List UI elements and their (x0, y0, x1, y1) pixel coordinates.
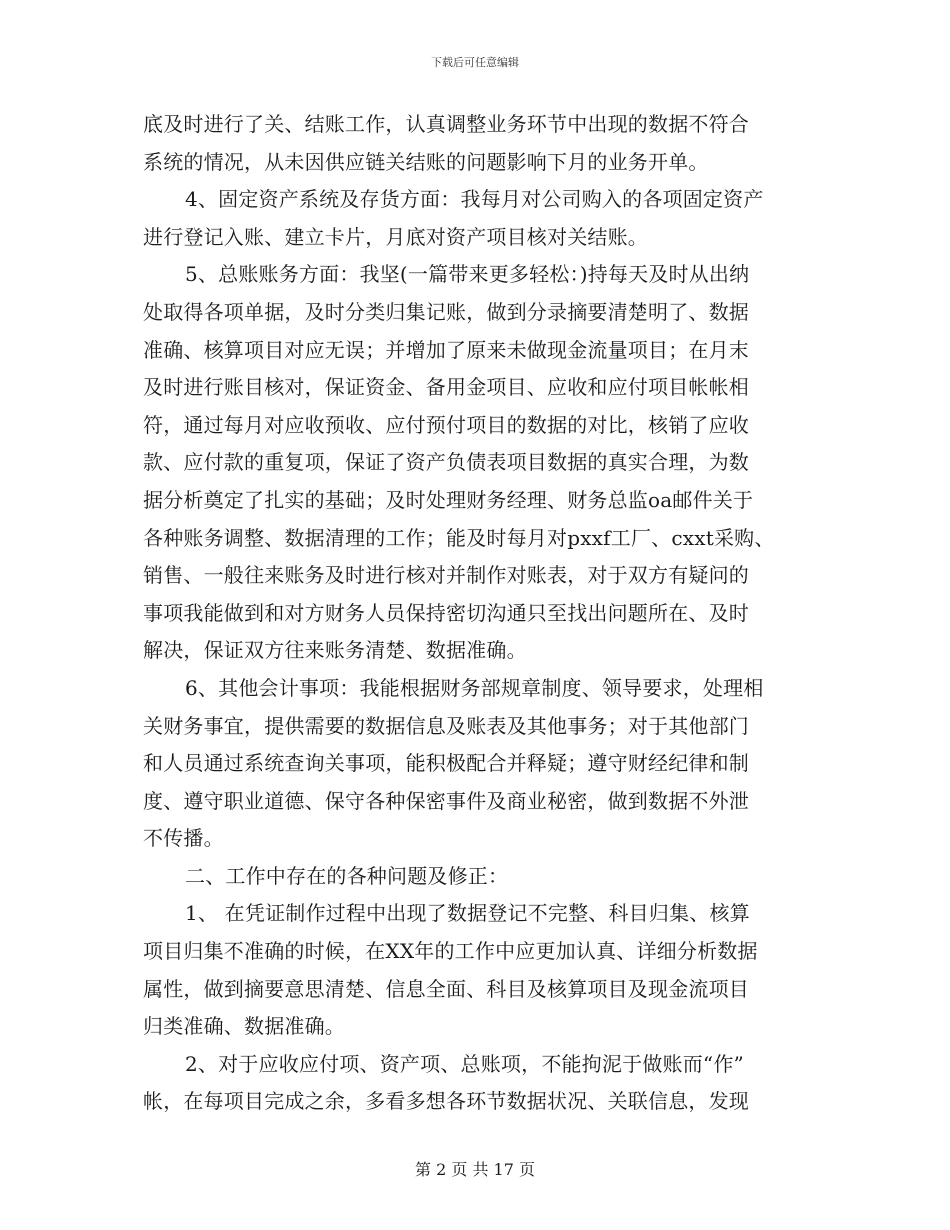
text-line: 处取得各项单据，及时分类归集记账，做到分录摘要清楚明了、数据 (143, 299, 749, 324)
text-line: 及时进行账目核对，保证资金、备用金项目、应收和应付项目帐帐相 (143, 375, 749, 400)
text-line: 系统的情况，从未因供应链关结账的问题影响下月的业务开单。 (143, 149, 709, 174)
text-line: 事项我能做到和对方财务人员保持密切沟通只至找出问题所在、及时 (143, 600, 749, 625)
text-line: 和人员通过系统查询关事项，能积极配合并释疑；遵守财经纪律和制 (143, 751, 749, 776)
text-line: 不传播。 (143, 826, 224, 851)
text-line: 符，通过每月对应收预收、应付预付项目的数据的对比，核销了应收 (143, 412, 749, 437)
text-line: 二、工作中存在的各种问题及修正： (185, 863, 509, 888)
text-line: 归类准确、数据准确。 (143, 1014, 345, 1039)
text-line: 4、固定资产系统及存货方面：我每月对公司购入的各项固定资产 (185, 187, 764, 212)
text-line: 底及时进行了关、结账工作，认真调整业务环节中出现的数据不符合 (143, 112, 749, 136)
text-line: 属性，做到摘要意思清楚、信息全面、科目及核算项目及现金流项目 (143, 976, 749, 1001)
document-body (143, 106, 833, 1121)
text-line: 进行登记入账、建立卡片，月底对资产项目核对关结账。 (143, 224, 648, 249)
text-line: 各种账务调整、数据清理的工作；能及时每月对pxxf工厂、cxxt采购、 (143, 525, 775, 550)
text-line: 度、遵守职业道德、保守各种保密事件及商业秘密，做到数据不外泄 (143, 788, 749, 813)
text-line: 6、其他会计事项：我能根据财务部规章制度、领导要求，处理相 (185, 675, 764, 700)
page-footer: 第 2 页 共 17 页 (415, 1160, 535, 1179)
text-line: 销售、一般往来账务及时进行核对并制作对账表，对于双方有疑问的 (143, 563, 749, 588)
text-line: 帐，在每项目完成之余，多看多想各环节数据状况、关联信息，发现 (143, 1089, 749, 1114)
text-line: 2、对于应收应付项、资产项、总账项，不能拘泥于做账而“作” (185, 1051, 744, 1076)
text-line: 解决，保证双方往来账务清楚、数据准确。 (143, 638, 527, 663)
page-header: 下载后可任意编辑 (431, 56, 519, 69)
text-line: 项目归集不准确的时候，在XX年的工作中应更加认真、详细分析数据 (143, 939, 758, 964)
text-line: 准确、核算项目对应无误；并增加了原来未做现金流量项目；在月末 (143, 337, 749, 362)
text-line: 5、总账账务方面：我坚(一篇带来更多轻松：)持每天及时从出纳 (185, 262, 750, 287)
text-line: 据分析奠定了扎实的基础；及时处理财务经理、财务总监oa邮件关于 (143, 487, 754, 512)
text-line: 1、 在凭证制作过程中出现了数据登记不完整、科目归集、核算 (185, 901, 750, 926)
text-line: 关财务事宜，提供需要的数据信息及账表及其他事务；对于其他部门 (143, 713, 749, 738)
text-line: 款、应付款的重复项，保证了资产负债表项目数据的真实合理，为数 (143, 450, 749, 475)
